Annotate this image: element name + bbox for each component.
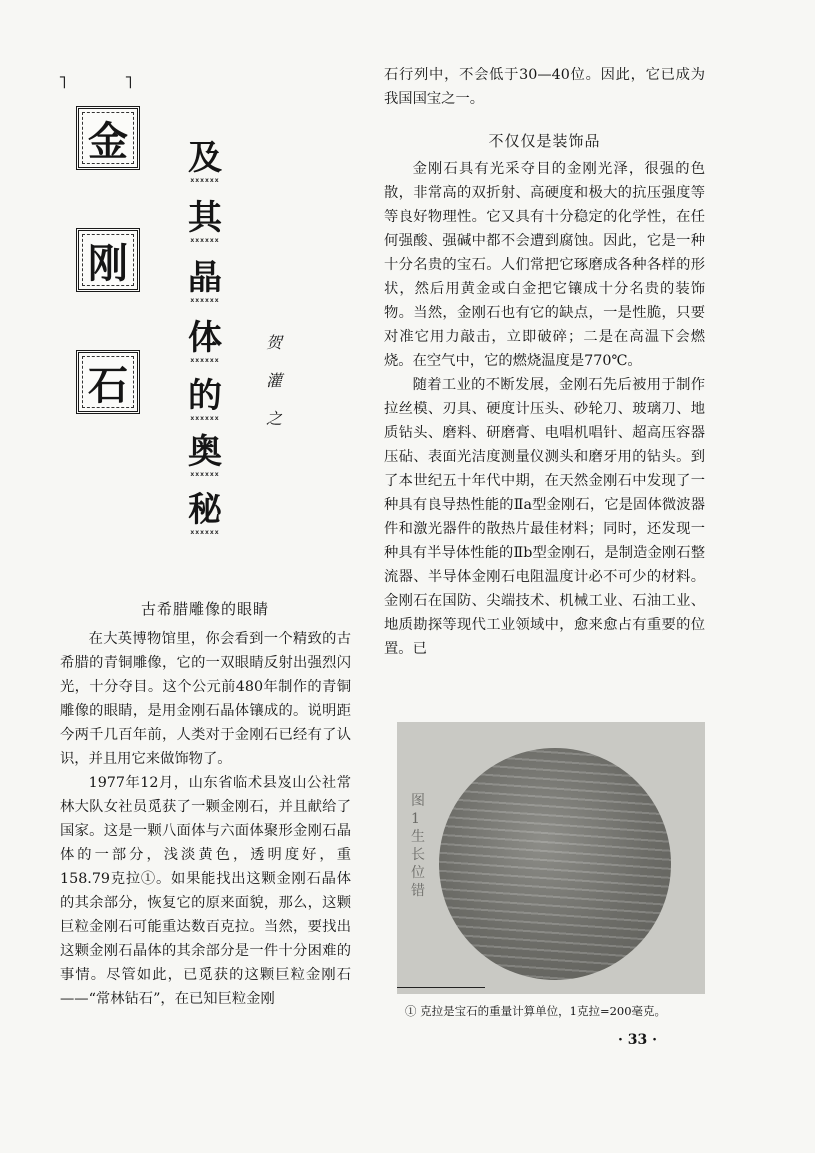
subtitle-char-7: 秘 xxxxxx xyxy=(180,490,230,530)
figure-growth-dislocation xyxy=(397,722,705,994)
footnote: ① 克拉是宝石的重量计算单位，1克拉=200毫克。 xyxy=(405,1004,667,1018)
subtitle-char-4: 体 xxxxxx xyxy=(180,318,230,358)
title-char-2: 刚 xyxy=(76,228,140,292)
subtitle-char-5: 的 xxxxxx xyxy=(180,376,230,416)
right-column xyxy=(384,63,705,111)
paragraph-s2-2: 随着工业的不断发展，金刚石先后被用于制作拉丝模、刃具、硬度计压头、砂轮刀、玻璃刀、地质钻头、磨料、研磨膏、电唱机唱针、超高压容器压砧、表面光洁度测量仪测头和磨牙用的钻头。到了本世纪五十年代中期，在天然金刚石中发现了一种具有良导热性能的Ⅱa型金刚石，它是固体微波器件和激光器件的散热片最佳材料；同时，还发现一种具有半导体性能的Ⅱb型金刚石，是制造金刚石整流器、半导体金刚石电阻温度计必不可少的材料。金刚石在国防、尖端技术、机械工业、石油工业、地质勘探等现代工业领域中，愈来愈占有重要的位置。已 xyxy=(384,377,705,657)
paragraph-s2-1: 金刚石具有光采夺目的金刚光泽，很强的色散，非常高的双折射、高硬度和极大的抗压强度等等良好物理性。它又具有十分稳定的化学性，在任何强酸、强碱中都不会遭到腐蚀。因此，它是一种十分名贵的宝石。人们常把它琢磨成各种各样的形状，然后用黄金或白金把它镶成十分名贵的装饰物。当然，金刚石也有它的缺点，一是性脆，只要对准它用力敲击，立即破碎；二是在高温下会燃烧。在空气中，它的燃烧温度是770℃。 xyxy=(384,161,705,369)
title-char-3: 石 xyxy=(76,350,140,414)
page-number: · 33 · xyxy=(618,1032,657,1048)
corner-mark-right: ˥ xyxy=(124,72,133,93)
paragraph-s1-1: 在大英博物馆里，你会看到一个精致的古希腊的青铜雕像，它的一双眼睛反射出强烈闪光，十分夺目。这个公元前480年制作的青铜雕像的眼睛，是用金刚石晶体镶成的。说明距今两千几百年前，人类对于金刚石已经有了认识，并且用它来做饰物了。 xyxy=(60,631,351,767)
left-column xyxy=(60,627,351,1011)
author-char-2: 灌 xyxy=(265,371,282,390)
paragraph-s1-2: 1977年12月，山东省临术县岌山公社常林大队女社员觅获了一颗金刚石，并且献给了国家。这是一颗八面体与六面体聚形金刚石晶体的一部分，浅淡黄色，透明度好，重158.79克拉①。如果能找出这颗金刚石晶体的其余部分，恢复它的原来面貌，那么，这颗巨粒金刚石可能重达数百克拉。当然，要找出这颗金刚石晶体的其余部分是一件十分困难的事情。尽管如此，已觅获的这颗巨粒金刚石——“常林钻石”，在已知巨粒金刚 xyxy=(60,775,351,1007)
author-char-1: 贺 xyxy=(265,333,282,352)
corner-mark-left: ˥ xyxy=(58,72,67,93)
diamond-crystal-image xyxy=(439,748,671,980)
section-heading-1: 古希腊雕像的眼睛 xyxy=(140,600,269,618)
right-column-body xyxy=(384,157,705,717)
author-char-3: 之 xyxy=(265,409,282,428)
section-heading-2: 不仅仅是装饰品 xyxy=(488,132,601,150)
title-char-1: 金 xyxy=(76,106,140,170)
figure-caption: 图1 生长位错 xyxy=(411,793,425,899)
subtitle-char-6: 奥 xxxxxx xyxy=(180,432,230,472)
footnote-divider xyxy=(397,987,485,988)
subtitle-char-2: 其 xxxxxx xyxy=(180,198,230,238)
subtitle-char-3: 晶 xxxxxx xyxy=(180,258,230,298)
paragraph-s1-continued: 石行列中，不会低于30—40位。因此，它已成为我国国宝之一。 xyxy=(384,67,705,107)
subtitle-char-1: 及 xxxxxx xyxy=(180,138,230,178)
